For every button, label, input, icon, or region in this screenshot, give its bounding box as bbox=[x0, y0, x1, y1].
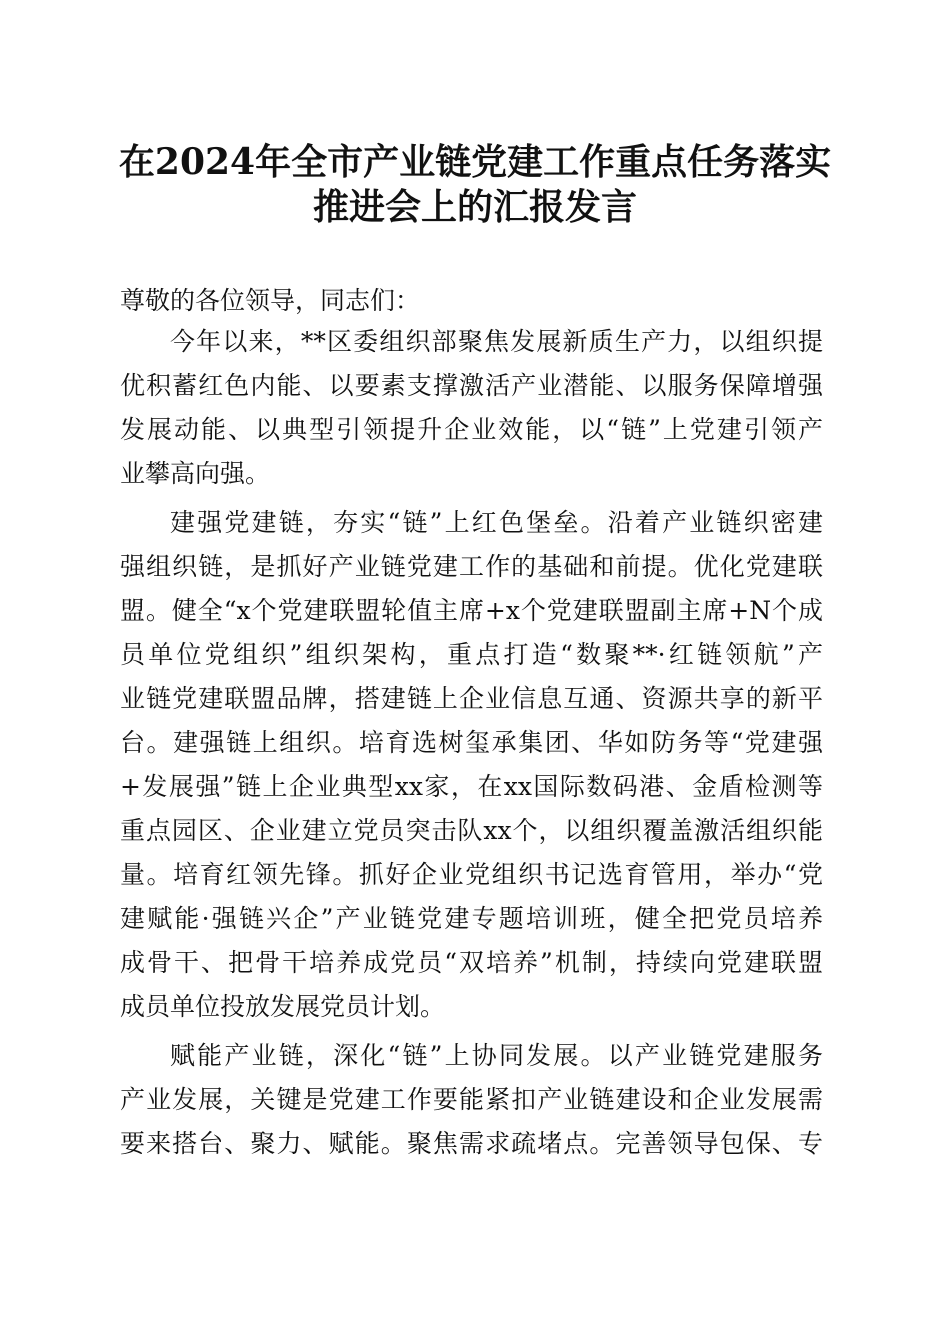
salutation: 尊敬的各位领导，同志们： bbox=[120, 286, 421, 315]
paragraph-1-line-3: 发展动能、以典型引领提升企业效能，以“链”上党建引领产 bbox=[120, 415, 823, 444]
paragraph-3-line-1: 赋能产业链，深化“链”上协同发展。以产业链党建服务 bbox=[170, 1041, 823, 1070]
paragraph-3-line-2: 产业发展，关键是党建工作要能紧扣产业链建设和企业发展需 bbox=[120, 1085, 823, 1114]
paragraph-1-line-2: 优积蓄红色内能、以要素支撑激活产业潜能、以服务保障增强 bbox=[120, 371, 823, 400]
paragraph-2-line-4: 员单位党组织”组织架构，重点打造“数聚**·红链领航”产 bbox=[120, 640, 823, 669]
paragraph-2-line-8: 重点园区、企业建立党员突击队xx个，以组织覆盖激活组织能 bbox=[120, 816, 823, 845]
paragraph-1-line-4: 业攀高向强。 bbox=[120, 459, 271, 488]
paragraph-2-line-6: 台。建强链上组织。培育选树玺承集团、华如防务等“党建强 bbox=[120, 728, 823, 757]
paragraph-2-line-5: 业链党建联盟品牌，搭建链上企业信息互通、资源共享的新平 bbox=[120, 684, 823, 713]
paragraph-1-line-1: 今年以来，**区委组织部聚焦发展新质生产力，以组织提 bbox=[170, 327, 823, 356]
document-title-line-1: 在2024年全市产业链党建工作重点任务落实 bbox=[118, 141, 832, 183]
paragraph-2-line-7: +发展强”链上企业典型xx家，在xx国际数码港、金盾检测等 bbox=[120, 772, 823, 801]
document-title-line-2: 推进会上的汇报发言 bbox=[312, 186, 637, 228]
paragraph-2-line-2: 强组织链，是抓好产业链党建工作的基础和前提。优化党建联 bbox=[120, 552, 823, 581]
paragraph-2-line-12: 成员单位投放发展党员计划。 bbox=[120, 992, 446, 1021]
paragraph-2-line-3: 盟。健全“x个党建联盟轮值主席+x个党建联盟副主席+N个成 bbox=[120, 596, 823, 625]
paragraph-2-line-9: 量。培育红领先锋。抓好企业党组织书记选育管用，举办“党 bbox=[120, 860, 823, 889]
paragraph-2-line-1: 建强党建链，夯实“链”上红色堡垒。沿着产业链织密建 bbox=[170, 508, 823, 537]
paragraph-3-line-3: 要来搭台、聚力、赋能。聚焦需求疏堵点。完善领导包保、专 bbox=[120, 1129, 823, 1158]
paragraph-2-line-10: 建赋能·强链兴企”产业链党建专题培训班，健全把党员培养 bbox=[120, 904, 823, 933]
paragraph-2-line-11: 成骨干、把骨干培养成党员“双培养”机制，持续向党建联盟 bbox=[120, 948, 823, 977]
